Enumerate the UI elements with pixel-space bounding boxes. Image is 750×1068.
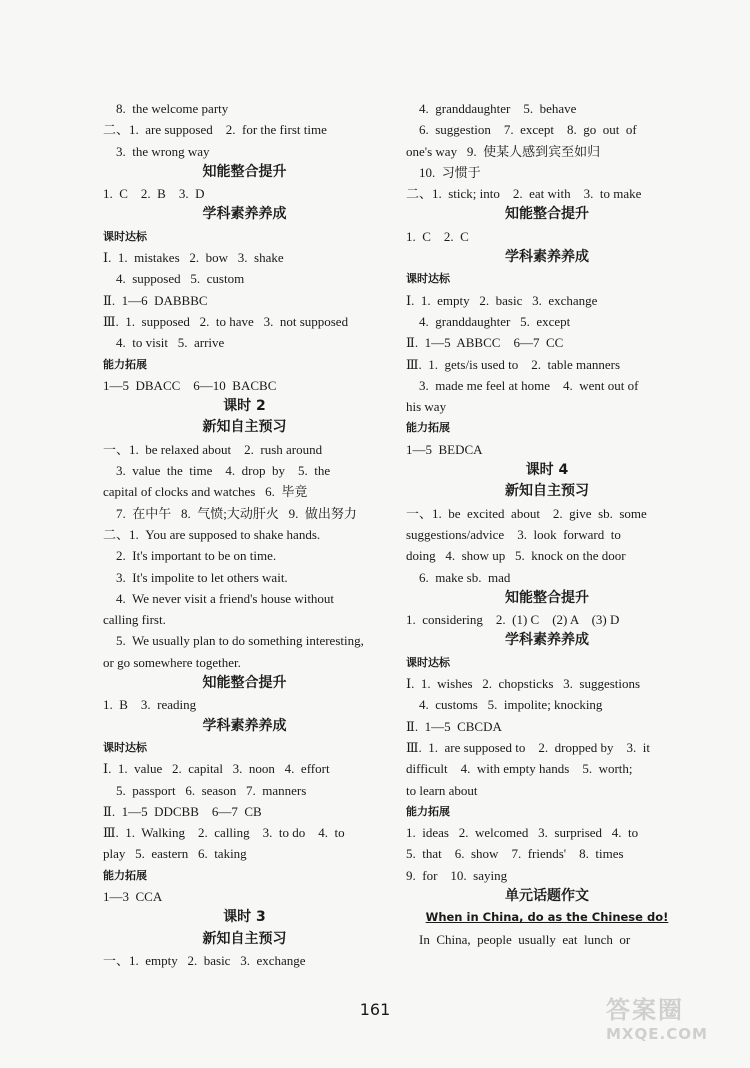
- section-heading: 学科素养养成: [202, 206, 287, 223]
- text-line: 1—3 CCA: [103, 888, 163, 904]
- text-line: 1. C 2. B 3. D: [103, 186, 205, 202]
- text-line: 4. supposed 5. custom: [103, 271, 245, 287]
- section-heading: 知能整合提升: [202, 163, 287, 180]
- subsection-label: 课时达标: [103, 229, 147, 243]
- text-line: 二、1. stick; into 2. eat with 3. to make: [406, 186, 642, 202]
- text-line: 4. to visit 5. arrive: [103, 335, 225, 351]
- subsection-label: 能力拓展: [406, 421, 450, 435]
- text-line: difficult 4. with empty hands 5. worth;: [406, 761, 633, 777]
- section-heading: 新知自主预习: [505, 483, 589, 500]
- text-line: 3. made me feel at home 4. went out of: [406, 377, 639, 393]
- text-line: 二、1. You are supposed to shake hands.: [103, 526, 321, 542]
- text-line: 5. that 6. show 7. friends' 8. times: [406, 846, 624, 862]
- text-line: In China, people usually eat lunch or: [406, 931, 631, 947]
- section-heading: 学科素养养成: [505, 632, 589, 649]
- text-line: 4. We never visit a friend's house without: [103, 590, 335, 606]
- text-line: Ⅰ. 1. empty 2. basic 3. exchange: [406, 292, 598, 308]
- text-line: 4. granddaughter 5. except: [406, 313, 571, 329]
- text-line: 一、1. be relaxed about 2. rush around: [103, 441, 323, 457]
- section-heading: 新知自主预习: [202, 419, 287, 436]
- text-line: 4. granddaughter 5. behave: [406, 101, 577, 116]
- text-line: to learn about: [406, 782, 478, 798]
- text-line: Ⅲ. 1. Walking 2. calling 3. to do 4. to: [103, 825, 345, 841]
- section-heading: 知能整合提升: [505, 589, 589, 606]
- text-line: his way: [406, 399, 447, 415]
- section-heading: 学科素养养成: [202, 717, 287, 734]
- text-line: calling first.: [103, 612, 166, 628]
- text-line: 一、1. empty 2. basic 3. exchange: [103, 952, 306, 968]
- text-line: 6. make sb. mad: [406, 569, 511, 585]
- section-heading: 知能整合提升: [202, 675, 287, 692]
- text-line: Ⅰ. 1. value 2. capital 3. noon 4. effort: [103, 761, 330, 777]
- essay-title: When in China, do as the Chinese do!: [425, 910, 669, 925]
- text-line: 4. customs 5. impolite; knocking: [406, 697, 603, 713]
- section-heading: 课时 3: [223, 909, 266, 926]
- page-number: 161: [359, 1000, 391, 1019]
- section-heading: 新知自主预习: [202, 930, 287, 947]
- text-line: Ⅰ. 1. wishes 2. chopsticks 3. suggestions: [406, 676, 641, 692]
- text-line: 1—5 DBACC 6—10 BACBC: [103, 377, 277, 393]
- text-line: Ⅱ. 1—6 DABBBC: [103, 292, 208, 308]
- text-line: Ⅲ. 1. are supposed to 2. dropped by 3. it: [406, 739, 650, 755]
- text-line: suggestions/advice 3. look forward to: [406, 526, 621, 542]
- text-line: doing 4. show up 5. knock on the door: [406, 548, 626, 564]
- text-line: 3. It's impolite to let others wait.: [103, 569, 288, 585]
- text-line: 8. the welcome party: [103, 101, 229, 116]
- text-line: 5. passport 6. season 7. manners: [103, 782, 307, 798]
- text-line: or go somewhere together.: [103, 654, 241, 670]
- section-heading: 课时 4: [525, 462, 569, 479]
- text-line: one's way 9. 使某人感到宾至如归: [406, 143, 601, 159]
- subsection-label: 能力拓展: [103, 868, 147, 882]
- text-line: Ⅰ. 1. mistakes 2. bow 3. shake: [103, 250, 284, 266]
- section-heading: 知能整合提升: [505, 206, 589, 223]
- text-line: Ⅱ. 1—5 CBCDA: [406, 718, 502, 734]
- section-heading: 学科素养养成: [505, 249, 589, 266]
- text-line: 1. ideas 2. welcomed 3. surprised 4. to: [406, 825, 639, 841]
- subsection-label: 课时达标: [103, 740, 147, 754]
- left-column: [103, 98, 386, 971]
- subsection-label: 能力拓展: [103, 357, 147, 371]
- text-line: 10. 习惯于: [406, 164, 481, 180]
- text-line: 二、1. are supposed 2. for the first time: [103, 122, 327, 138]
- text-line: 3. value the time 4. drop by 5. the: [103, 463, 331, 479]
- text-line: Ⅲ. 1. gets/is used to 2. table manners: [406, 356, 621, 372]
- text-line: 6. suggestion 7. except 8. go out of: [406, 122, 637, 138]
- text-line: Ⅱ. 1—5 ABBCC 6—7 CC: [406, 335, 564, 351]
- text-line: 1—5 BEDCA: [406, 441, 483, 457]
- section-heading: 单元话题作文: [505, 887, 589, 904]
- right-column: [406, 98, 688, 950]
- subsection-label: 课时达标: [406, 272, 450, 286]
- text-line: 1. considering 2. (1) C (2) A (3) D: [406, 612, 620, 628]
- watermark-logo: [606, 990, 736, 1043]
- watermark-text-bottom: MXQE.COM: [606, 1025, 708, 1043]
- text-line: Ⅱ. 1—5 DDCBB 6—7 CB: [103, 803, 262, 819]
- section-heading: 课时 2: [223, 398, 266, 415]
- text-line: 1. C 2. C: [406, 228, 469, 244]
- text-line: 2. It's important to be on time.: [103, 548, 277, 564]
- text-line: 一、1. be excited about 2. give sb. some: [406, 505, 647, 521]
- subsection-label: 能力拓展: [406, 804, 450, 818]
- text-line: capital of clocks and watches 6. 毕竟: [103, 484, 308, 500]
- text-line: 5. We usually plan to do something interesting,: [103, 633, 364, 649]
- subsection-label: 课时达标: [406, 655, 450, 669]
- text-line: Ⅲ. 1. supposed 2. to have 3. not supposed: [103, 313, 349, 329]
- watermark-text-top: 答案圈: [606, 996, 684, 1024]
- text-line: 7. 在中午 8. 气愤;大动肝火 9. 做出努力: [103, 505, 357, 521]
- text-line: 9. for 10. saying: [406, 867, 508, 883]
- text-line: 3. the wrong way: [103, 143, 210, 159]
- text-line: 1. B 3. reading: [103, 697, 197, 713]
- text-line: play 5. eastern 6. taking: [103, 846, 247, 862]
